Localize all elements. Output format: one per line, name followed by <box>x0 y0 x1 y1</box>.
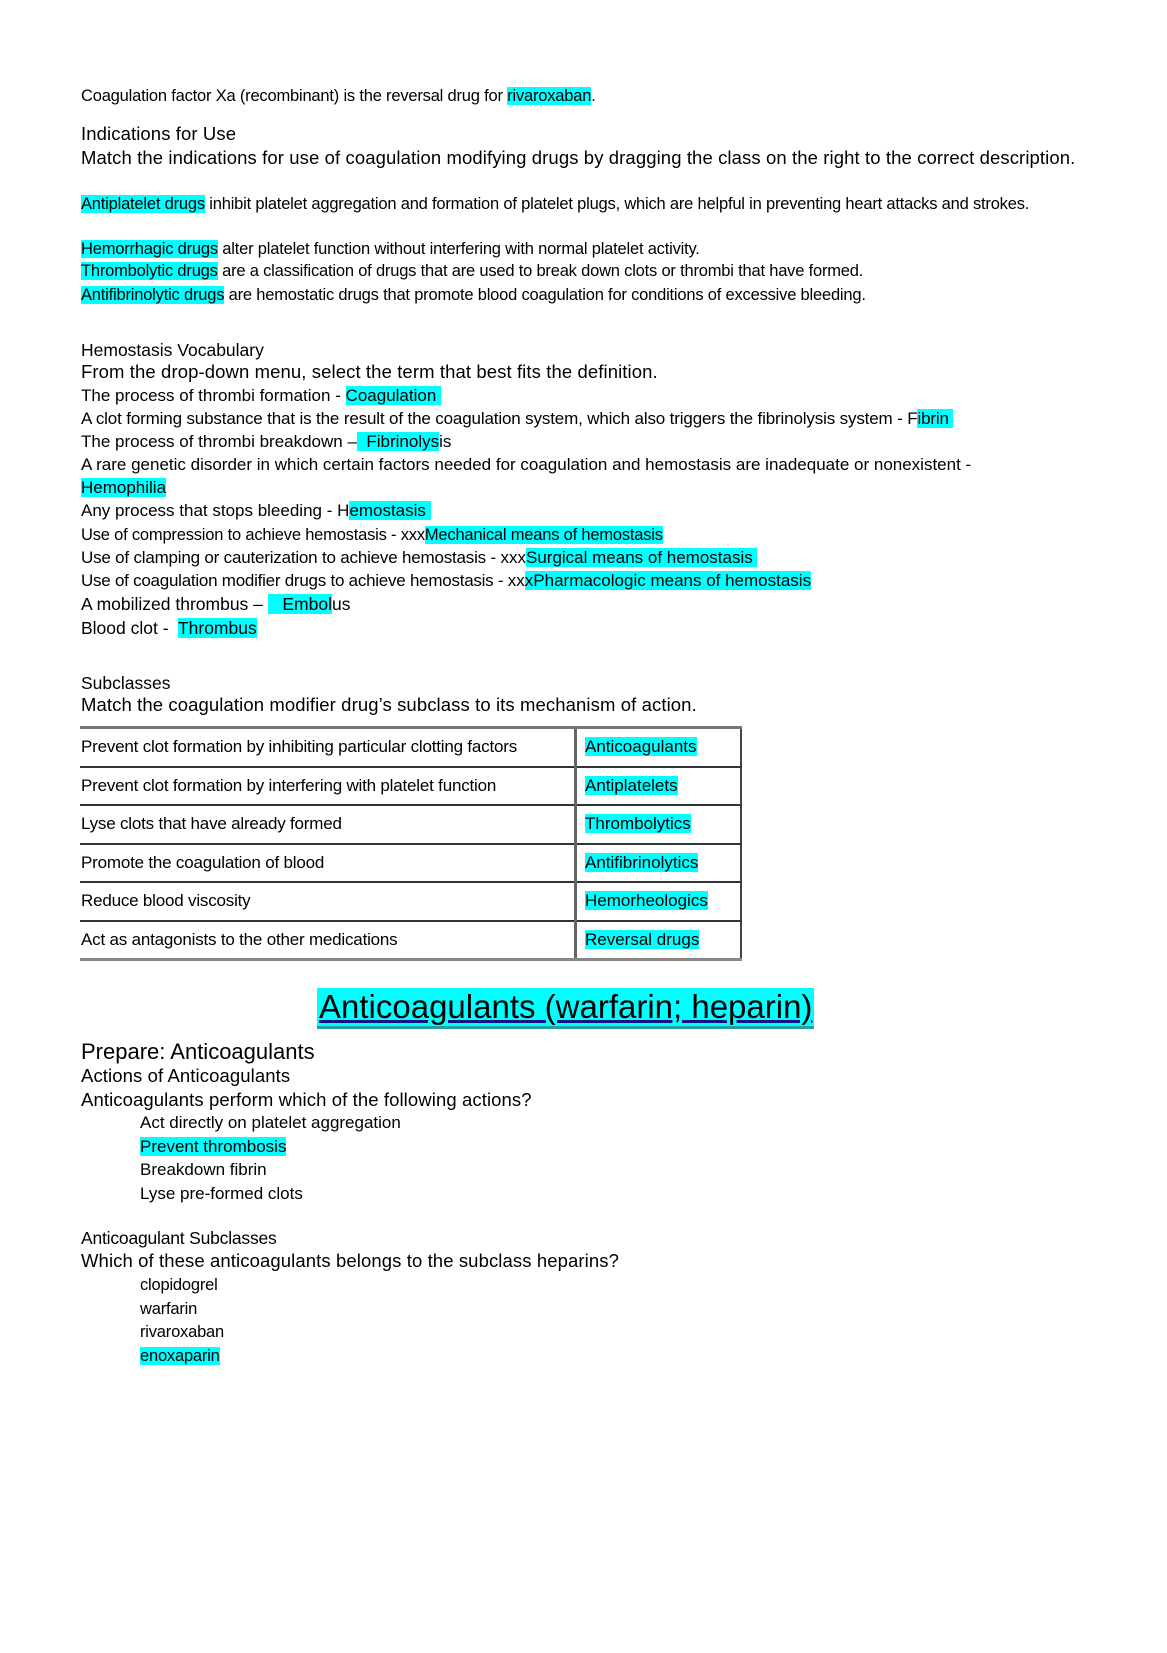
indication-term[interactable]: Antifibrinolytic drugs <box>81 286 225 304</box>
vocab-pre: xxx <box>400 526 425 544</box>
vocab-item <box>81 570 811 592</box>
vocab-dropdown-answer[interactable]: Embol <box>267 594 332 614</box>
vocab-definition: A rare genetic disorder in which certain factors needed for coagulation and hemostasis are inadequate or nonexistent - <box>81 455 972 474</box>
indication-item <box>81 284 866 306</box>
vocab-definition: Blood clot - <box>81 618 178 638</box>
vocab-dropdown-answer[interactable]: xPharmacologic means of hemostasis <box>524 571 812 590</box>
indication-item <box>81 238 700 260</box>
anticoagulant-subclasses-question: Which of these anticoagulants belongs to the subclass heparins? <box>81 1250 619 1271</box>
option-label[interactable]: Act directly on platelet aggregation <box>140 1113 401 1132</box>
indication-text: inhibit platelet aggregation and formation of platelet plugs, which are helpful in preventing heart attacks and strokes. <box>204 195 1030 213</box>
answer-option[interactable] <box>140 1274 218 1296</box>
option-label[interactable]: enoxaparin <box>140 1347 220 1365</box>
vocab-item <box>81 524 663 546</box>
subclass-answer[interactable]: Thrombolytics <box>585 814 691 834</box>
reversal-suffix: . <box>591 87 596 105</box>
option-label[interactable]: clopidogrel <box>140 1276 218 1294</box>
vocab-definition: Use of clamping or cauterization to achieve hemostasis - <box>81 548 501 567</box>
indication-text: alter platelet function without interfering with normal platelet activity. <box>217 240 700 258</box>
vocab-item <box>81 385 441 407</box>
vocab-definition: A clot forming substance that is the result of the coagulation system, which also triggers the fibrinolysis system - <box>81 409 908 428</box>
vocab-pre: F <box>907 409 918 428</box>
indication-item <box>81 260 863 282</box>
subclass-answer[interactable]: Hemorheologics <box>585 891 708 911</box>
option-label[interactable]: Prevent thrombosis <box>140 1137 287 1156</box>
vocab-item-answer-line <box>81 477 166 499</box>
table-row <box>80 805 741 844</box>
vocab-pre: xx <box>507 571 525 590</box>
vocab-pre: xxx <box>500 548 526 567</box>
table-row <box>80 882 741 921</box>
indication-text: are a classification of drugs that are used to break down clots or thrombi that have formed. <box>217 262 864 280</box>
vocab-item <box>81 431 451 453</box>
vocab-dropdown-answer[interactable]: emostasis <box>349 501 431 520</box>
subclass-answer[interactable]: Antifibrinolytics <box>585 852 699 872</box>
mechanism-cell: Prevent clot formation by inhibiting particular clotting factors <box>80 728 576 767</box>
vocab-dropdown-answer[interactable]: Coagulation <box>345 386 442 405</box>
answer-option[interactable] <box>140 1298 197 1320</box>
vocab-item <box>81 500 431 522</box>
indication-term[interactable]: Hemorrhagic drugs <box>81 240 218 258</box>
vocabulary-heading: Hemostasis Vocabulary <box>81 340 264 360</box>
vocab-item <box>81 547 757 569</box>
indications-instruction: Match the indications for use of coagulation modifying drugs by dragging the class on the right to the correct description. <box>81 147 1076 168</box>
vocab-item <box>81 408 953 430</box>
option-label[interactable]: Lyse pre-formed clots <box>140 1184 303 1203</box>
answer-option[interactable] <box>140 1112 401 1134</box>
vocab-post: is <box>439 432 452 451</box>
indication-item <box>81 193 1091 215</box>
answer-option-selected[interactable] <box>140 1345 220 1367</box>
subclass-cell[interactable] <box>576 844 742 883</box>
vocab-definition: Use of compression to achieve hemostasis - <box>81 526 401 544</box>
vocab-definition: Any process that stops bleeding - <box>81 501 338 520</box>
vocab-dropdown-answer[interactable]: Mechanical means of hemostasis <box>424 526 663 544</box>
section-title: Anticoagulants (warfarin; heparin) <box>317 988 814 1029</box>
actions-question: Anticoagulants perform which of the following actions? <box>81 1089 532 1110</box>
answer-option[interactable] <box>140 1321 224 1343</box>
option-label[interactable]: warfarin <box>140 1300 198 1318</box>
subclass-cell[interactable] <box>576 805 742 844</box>
answer-option[interactable] <box>140 1159 267 1181</box>
subclass-cell[interactable] <box>576 728 742 767</box>
table-row <box>80 844 741 883</box>
indication-term[interactable]: Antiplatelet drugs <box>81 195 205 213</box>
subclasses-instruction: Match the coagulation modifier drug’s subclass to its mechanism of action. <box>81 694 697 715</box>
reversal-statement <box>81 85 596 107</box>
option-label[interactable]: rivaroxaban <box>140 1323 225 1341</box>
vocab-dropdown-answer[interactable]: ibrin <box>917 409 954 428</box>
vocabulary-instruction: From the drop-down menu, select the term that best fits the definition. <box>81 361 658 382</box>
option-label[interactable]: Breakdown fibrin <box>140 1160 267 1179</box>
actions-heading: Actions of Anticoagulants <box>81 1065 291 1086</box>
indications-heading: Indications for Use <box>81 123 237 144</box>
vocab-dropdown-answer[interactable]: Hemophilia <box>81 478 167 497</box>
subclass-cell[interactable] <box>576 921 742 960</box>
answer-option-selected[interactable] <box>140 1136 286 1158</box>
vocab-pre: H <box>337 501 350 520</box>
vocab-dropdown-answer[interactable]: Thrombus <box>177 618 257 638</box>
subclass-match-table <box>80 726 742 961</box>
mechanism-cell: Lyse clots that have already formed <box>80 805 576 844</box>
reversal-answer: rivaroxaban <box>507 87 592 105</box>
subclass-answer[interactable]: Reversal drugs <box>585 929 700 949</box>
vocab-post: us <box>331 594 351 614</box>
vocab-definition: The process of thrombi formation - <box>81 386 346 405</box>
vocab-dropdown-answer[interactable]: Surgical means of hemostasis <box>525 548 758 567</box>
mechanism-cell: Promote the coagulation of blood <box>80 844 576 883</box>
vocab-definition: Use of coagulation modifier drugs to achieve hemostasis - <box>81 571 508 590</box>
vocab-definition: A mobilized thrombus – <box>81 594 268 614</box>
indication-term[interactable]: Thrombolytic drugs <box>81 262 218 280</box>
vocab-definition: The process of thrombi breakdown – <box>81 432 357 451</box>
subclass-cell[interactable] <box>576 767 742 806</box>
vocab-item <box>81 454 971 476</box>
indication-text: are hemostatic drugs that promote blood coagulation for conditions of excessive bleeding. <box>224 286 866 304</box>
subclass-cell[interactable] <box>576 882 742 921</box>
subclasses-heading: Subclasses <box>81 673 171 693</box>
subclass-answer[interactable]: Anticoagulants <box>585 737 697 757</box>
mechanism-cell: Prevent clot formation by interfering with platelet function <box>80 767 576 806</box>
table-row <box>80 921 741 960</box>
subclass-answer[interactable]: Antiplatelets <box>585 775 678 795</box>
table-row <box>80 767 741 806</box>
reversal-text: Coagulation factor Xa (recombinant) is the reversal drug for <box>81 87 508 105</box>
anticoagulant-subclasses-heading: Anticoagulant Subclasses <box>81 1228 277 1248</box>
mechanism-cell: Act as antagonists to the other medications <box>80 921 576 960</box>
table-row <box>80 728 741 767</box>
vocab-dropdown-answer[interactable]: Fibrinolys <box>356 432 440 451</box>
mechanism-cell: Reduce blood viscosity <box>80 882 576 921</box>
vocab-item <box>81 593 350 615</box>
vocab-item <box>81 617 257 639</box>
answer-option[interactable] <box>140 1183 303 1205</box>
prepare-heading: Prepare: Anticoagulants <box>81 1039 315 1064</box>
